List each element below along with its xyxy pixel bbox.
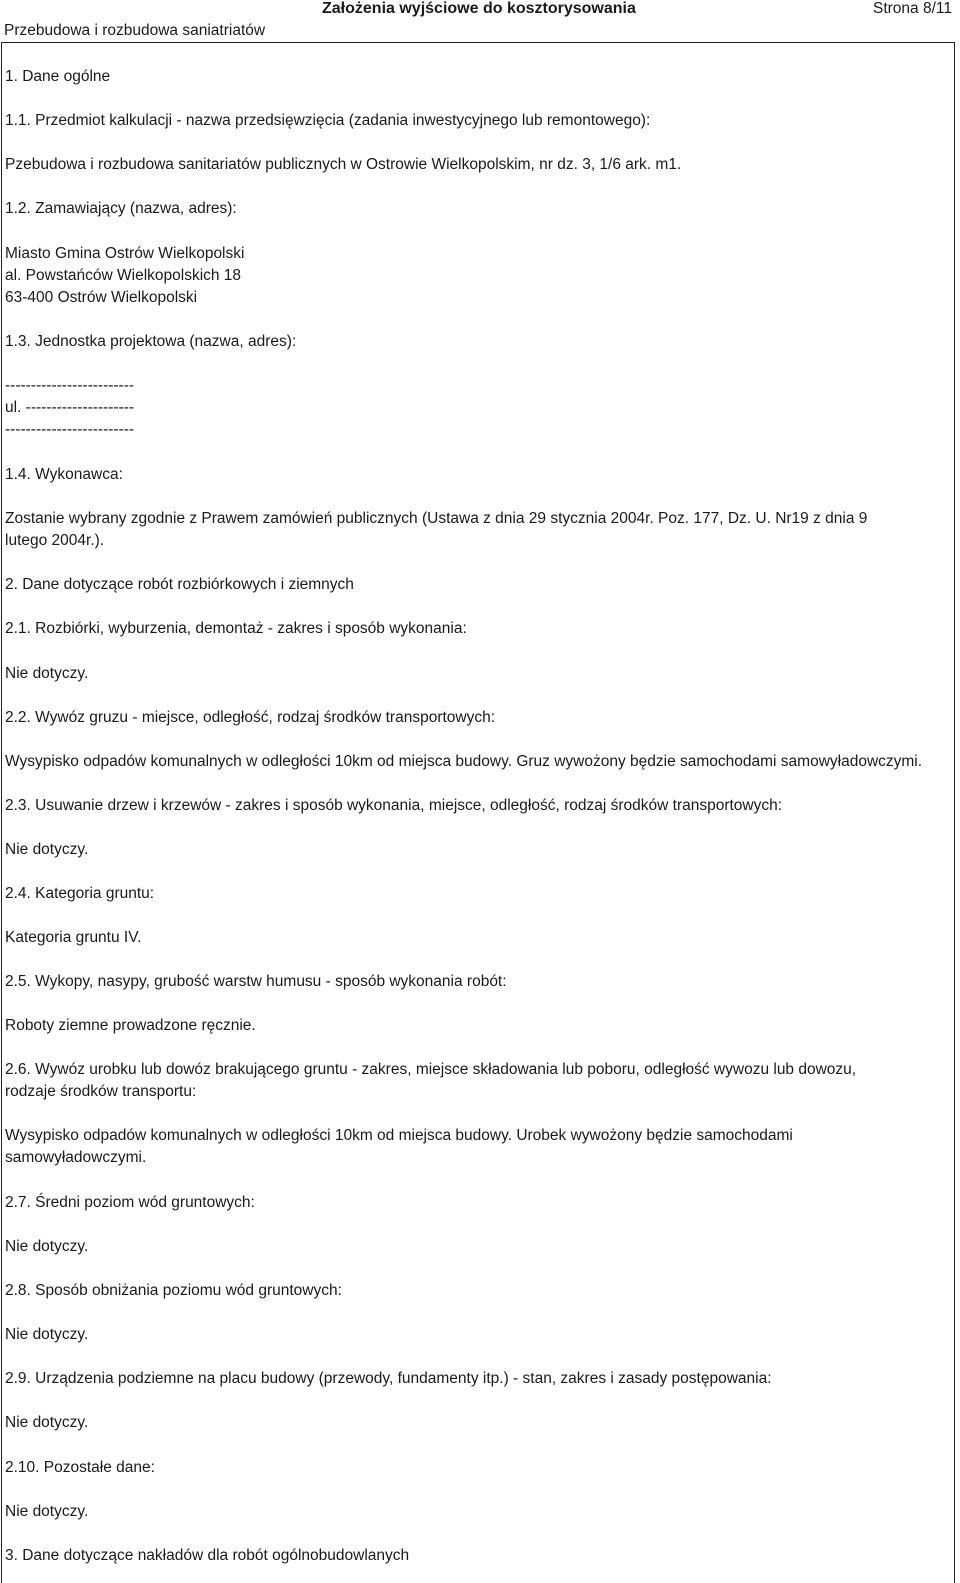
section-heading: 2. Dane dotyczące robót rozbiórkowych i ziemnych (5, 576, 354, 593)
paragraph: Wysypisko odpadów komunalnych w odległości 10km od miejsca budowy. Urobek wywożony będzie samochodami samowyładowczymi. (5, 1127, 793, 1166)
paragraph: Nie dotyczy. (5, 1326, 89, 1343)
paragraph: Nie dotyczy. (5, 1503, 89, 1520)
address-line: al. Powstańców Wielkopolskich 18 (5, 267, 242, 284)
address-line: Miasto Gmina Ostrów Wielkopolski (5, 245, 245, 262)
subsection-heading: 2.2. Wywóz gruzu - miejsce, odległość, rodzaj środków transportowych: (5, 709, 496, 726)
paragraph: Nie dotyczy. (5, 665, 89, 682)
header-document-title: Założenia wyjściowe do kosztorysowania (322, 0, 636, 17)
paragraph: Roboty ziemne prowadzone ręcznie. (5, 1017, 256, 1034)
paragraph: Nie dotyczy. (5, 1414, 89, 1431)
address-line: 63-400 Ostrów Wielkopolski (5, 289, 198, 306)
paragraph: Zostanie wybrany zgodnie z Prawem zamówień publicznych (Ustawa z dnia 29 stycznia 2004r. Poz. 177, Dz. U. Nr19 z dnia 9 lutego 2004r.). (5, 510, 868, 549)
header-left-title: Przebudowa i rozbudowa saniatriatów (4, 22, 266, 39)
section-heading: 1. Dane ogólne (5, 68, 111, 85)
page-number: Strona 8/11 (873, 0, 952, 17)
subsection-heading: 2.8. Sposób obniżania poziomu wód gruntowych: (5, 1282, 342, 1299)
address-line: ------------------------- (5, 421, 135, 438)
address-line: ul. --------------------- (5, 399, 135, 416)
subsection-heading: 1.2. Zamawiający (nazwa, adres): (5, 200, 237, 217)
paragraph: Nie dotyczy. (5, 841, 89, 858)
address-line: ------------------------- (5, 377, 135, 394)
subsection-heading: 2.5. Wykopy, nasypy, grubość warstw humusu - sposób wykonania robót: (5, 973, 507, 990)
subsection-heading: 1.3. Jednostka projektowa (nazwa, adres): (5, 333, 297, 350)
subsection-heading: 1.4. Wykonawca: (5, 466, 123, 483)
subsection-heading: 2.6. Wywóz urobku lub dowóz brakującego gruntu - zakres, miejsce składowania lub poboru, odległość wywozu lub dowozu, rodzaje środków transportu: (5, 1061, 857, 1100)
section-heading: 3. Dane dotyczące nakładów dla robót ogólnobudowlanych (5, 1547, 410, 1564)
paragraph: Pzebudowa i rozbudowa sanitariatów publicznych w Ostrowie Wielkopolskim, nr dz. 3, 1/6 ark. m1. (5, 156, 682, 173)
paragraph: Nie dotyczy. (5, 1238, 89, 1255)
subsection-heading: 2.7. Średni poziom wód gruntowych: (5, 1194, 255, 1211)
subsection-heading: 2.3. Usuwanie drzew i krzewów - zakres i sposób wykonania, miejsce, odległość, rodzaj środków transportowych: (5, 797, 783, 814)
subsection-heading: 2.10. Pozostałe dane: (5, 1459, 155, 1476)
subsection-heading: 2.9. Urządzenia podziemne na placu budowy (przewody, fundamenty itp.) - stan, zakres i zasady postępowania: (5, 1370, 772, 1387)
subsection-heading: 2.4. Kategoria gruntu: (5, 885, 155, 902)
paragraph: Wysypisko odpadów komunalnych w odległości 10km od miejsca budowy. Gruz wywożony będzie samochodami samowyładowczymi. (5, 753, 923, 770)
subsection-heading: 1.1. Przedmiot kalkulacji - nazwa przedsięwzięcia (zadania inwestycyjnego lub remontowego): (5, 112, 651, 129)
subsection-heading: 2.1. Rozbiórki, wyburzenia, demontaż - zakres i sposób wykonania: (5, 620, 467, 637)
paragraph: Kategoria gruntu IV. (5, 929, 142, 946)
